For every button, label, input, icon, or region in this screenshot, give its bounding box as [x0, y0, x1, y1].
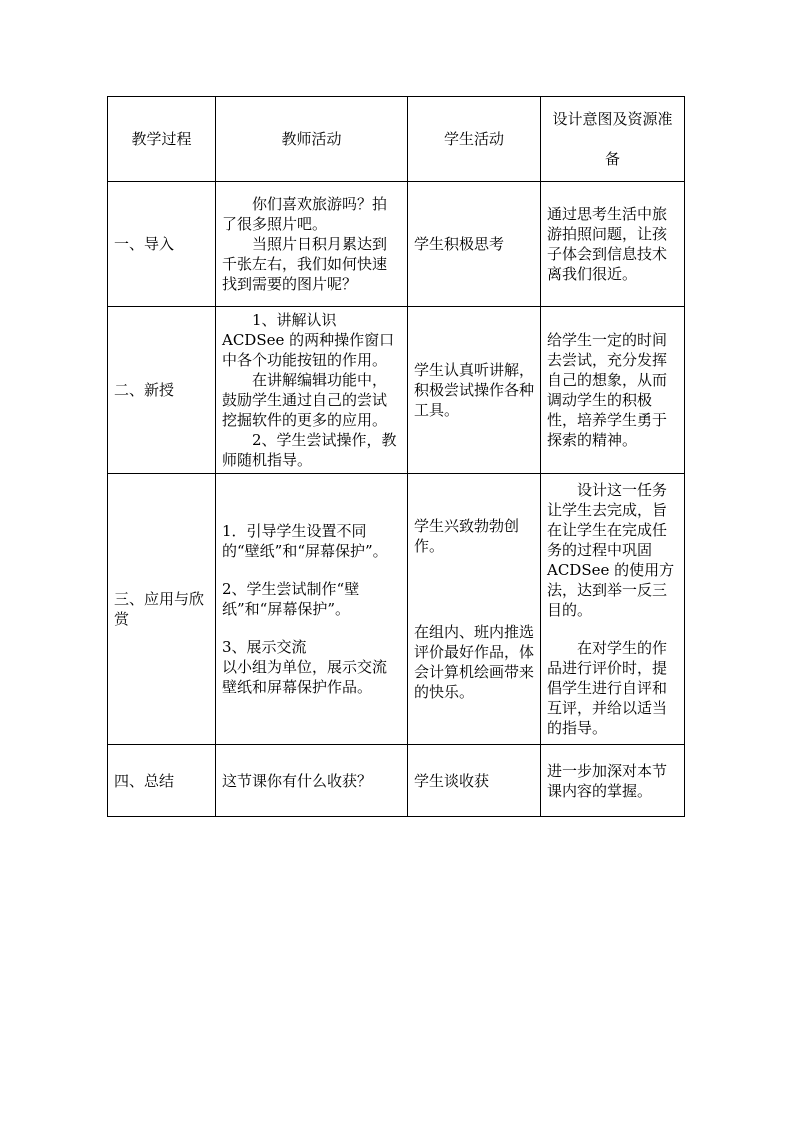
design-text: 进一步加深对本节课内容的掌握。 [547, 761, 668, 800]
student-activity-cell [408, 307, 541, 474]
teacher-text: 3、展示交流 [222, 638, 307, 656]
design-intent-cell [541, 307, 685, 474]
design-intent-cell [541, 745, 685, 817]
teacher-activity-cell [216, 182, 408, 307]
teacher-text: 2、学生尝试制作“壁纸”和“屏幕保护”。 [222, 580, 360, 618]
teacher-text: 这节课你有什么收获？ [222, 771, 373, 790]
student-text: 学生积极思考 [414, 235, 505, 253]
teacher-text: 以小组为单位，展示交流壁纸和屏幕保护作品。 [222, 658, 388, 696]
spacer [414, 556, 534, 622]
design-text: 设计这一任务让学生去完成，旨在让学生在完成任务的过程中巩固 ACDSee 的使用方法，达到举一反三目的。 [547, 481, 675, 619]
spacer [222, 619, 401, 637]
header-design-intent-line2: 备 [604, 150, 620, 168]
design-intent-cell [541, 182, 685, 307]
teacher-text: 你们喜欢旅游吗？拍了很多照片吧。 [222, 195, 388, 233]
table-row [108, 474, 685, 745]
teacher-text: 1．引导学生设置不同的“壁纸”和“屏幕保护”。 [222, 522, 388, 560]
teacher-text: 当照片日积月累达到千张左右，我们如何快速找到需要的图片呢？ [222, 235, 388, 293]
teacher-activity-cell [216, 307, 408, 474]
design-text: 通过思考生活中旅游拍照问题，让孩子体会到信息技术离我们很近。 [547, 205, 668, 283]
stage-cell: 四、总结 [108, 745, 216, 817]
student-activity-cell [408, 745, 541, 817]
teacher-text: 2、学生尝试操作，教师随机指导。 [222, 431, 397, 469]
teacher-activity-cell [216, 745, 408, 817]
design-intent-cell [541, 474, 685, 745]
stage-cell: 一、导入 [108, 182, 216, 307]
student-text: 学生兴致勃勃创作。 [414, 517, 520, 555]
teacher-text: 1、讲解认识 ACDSee 的两种操作窗口中各个功能按钮的作用。 [222, 311, 395, 369]
student-text: 学生认真听讲解，积极尝试操作各种工具。 [414, 361, 535, 419]
teacher-activity-cell [216, 474, 408, 745]
student-activity-cell [408, 182, 541, 307]
lesson-plan-table [107, 96, 685, 817]
table-row [108, 182, 685, 307]
header-design-intent [541, 97, 685, 182]
design-text: 在对学生的作品进行评价时，提倡学生进行自评和互评，并给以适当的指导。 [547, 639, 668, 737]
header-row [108, 97, 685, 182]
student-activity-cell [408, 474, 541, 745]
teacher-text: 在讲解编辑功能中，鼓励学生通过自己的尝试挖掘软件的更多的应用。 [222, 371, 388, 429]
header-design-intent-line1: 设计意图及资源准 [552, 110, 673, 128]
table-row [108, 307, 685, 474]
spacer [547, 620, 678, 638]
header-teaching-process: 教学过程 [108, 97, 216, 182]
stage-cell: 三、应用与欣赏 [108, 474, 216, 745]
student-text: 学生谈收获 [414, 771, 490, 790]
header-student-activity: 学生活动 [408, 97, 541, 182]
spacer [222, 561, 401, 579]
stage-cell: 二、新授 [108, 307, 216, 474]
design-text: 给学生一定的时间去尝试，充分发挥自己的想象，从而调动学生的积极性，培养学生勇于探索的精神。 [547, 331, 668, 449]
header-teacher-activity: 教师活动 [216, 97, 408, 182]
student-text: 在组内、班内推选评价最好作品，体会计算机绘画带来的快乐。 [414, 623, 535, 701]
table-row [108, 745, 685, 817]
